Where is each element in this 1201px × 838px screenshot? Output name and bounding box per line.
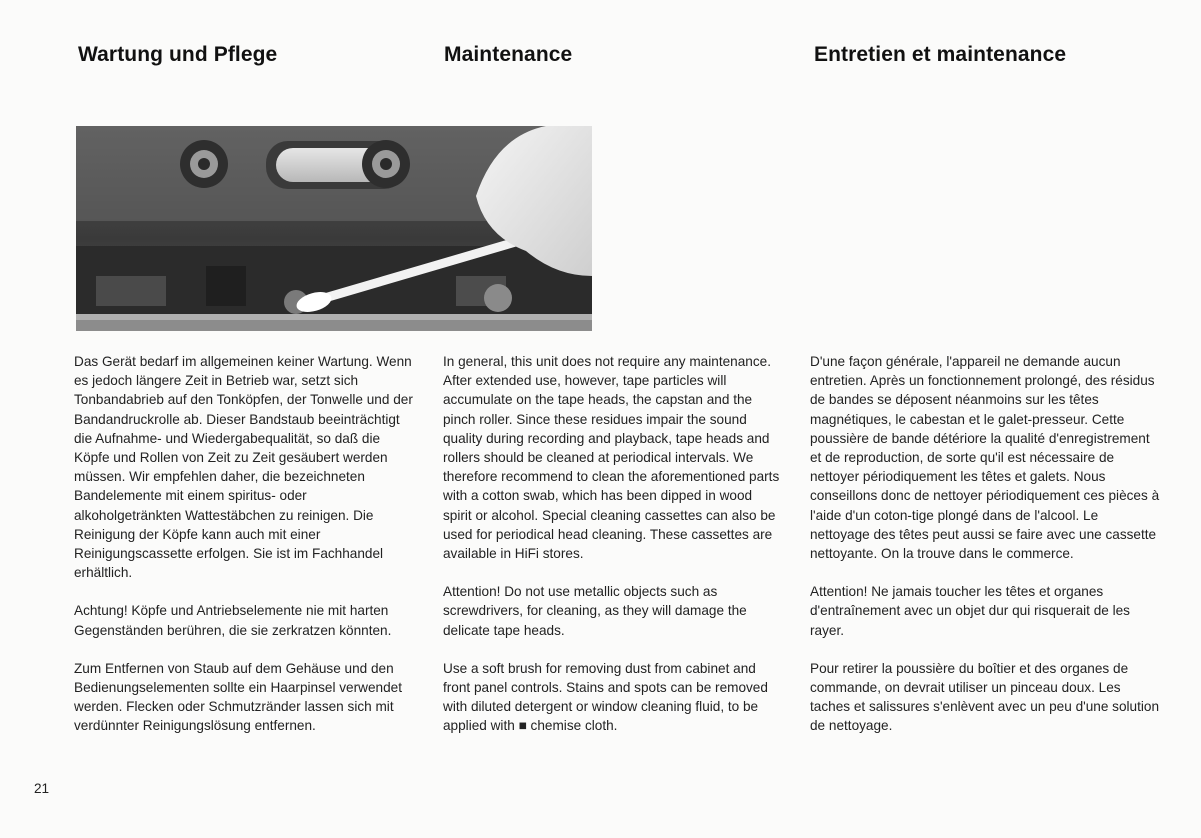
column-de bbox=[74, 352, 414, 755]
heading-fr: Entretien et maintenance bbox=[814, 43, 1067, 66]
paragraph: Achtung! Köpfe und Antriebselemente nie mit harten Gegenständen berühren, die sie zerkratzen könnten. bbox=[74, 603, 392, 638]
heading-de: Wartung und Pflege bbox=[78, 43, 278, 66]
cotton-swab-illustration bbox=[76, 126, 592, 331]
heading-en: Maintenance bbox=[444, 43, 573, 66]
column-en bbox=[443, 352, 781, 755]
page-number: 21 bbox=[34, 781, 50, 796]
paragraph: In general, this unit does not require any maintenance. After extended use, however, tape particles will accumulate on the tape heads, the capstan and the pinch roller. Since these residues impair the sound quality during recording and playback, tape heads and rollers should be cleaned at periodical intervals. We therefore recommend to clean the aforementioned parts with a cotton swab, which has been dipped in wood spirit or alcohol. Special cleaning cassettes can also be used for periodical head cleaning. These cassettes are available in HiFi stores. bbox=[443, 354, 780, 562]
paragraph: Das Gerät bedarf im allgemeinen keiner Wartung. Wenn es jedoch längere Zeit in Betrieb war, setzt sich Tonbandabrieb auf den Tonköpfen, der Tonwelle und der Bandandruckrolle ab. Dieser Bandstaub beeinträchtigt die Aufnahme- und Wiedergabequalität, so daß die Köpfe und Rollen von Zeit zu Zeit gesäubert werden müssen. Wir empfehlen daher, die bezeichneten Bandelemente mit einem spiritus- oder alkoholgetränkten Wattestäbchen zu reinigen. Die Reinigung der Köpfe kann auch mit einer Reinigungscassette erfolgen. Sie ist im Fachhandel erhältlich. bbox=[74, 354, 413, 581]
paragraph: D'une façon générale, l'appareil ne demande aucun entretien. Après un fonctionnement prolongé, des résidus de bandes se déposent néanmoins sur les têtes magnétiques, le cabestan et le galet-presseur. Cette poussière de bande détériore la qualité d'enregistrement et de reproduction, de sorte qu'il est nécessaire de nettoyer périodiquement les têtes et galets. Nous conseillons donc de nettoyer périodiquement ces pièces à l'aide d'un coton-tige plongé dans de l'alcool. Le nettoyage des têtes peut aussi se faire avec une cassette nettoyante. On la trouve dans le commerce. bbox=[810, 354, 1160, 562]
paragraph: Use a soft brush for removing dust from cabinet and front panel controls. Stains and spots can be removed with diluted detergent or window cleaning fluid, to be applied with ■ chemise cloth. bbox=[443, 660, 768, 734]
paragraph: Attention! Ne jamais toucher les têtes et organes d'entraînement avec un objet dur qui risquerait de les rayer. bbox=[810, 584, 1130, 638]
paragraph: Zum Entfernen von Staub auf dem Gehäuse und den Bedienungselementen sollte ein Haarpinsel verwendet werden. Flecken oder Schmutzränder lassen sich mit verdünnter Reinigungslösung entfernen. bbox=[74, 660, 402, 734]
paragraph: Pour retirer la poussière du boîtier et des organes de commande, on devrait utiliser un pinceau doux. Les taches et salissures s'enlèvent avec un peu d'une solution de nettoyage. bbox=[810, 660, 1160, 734]
paragraph: Attention! Do not use metallic objects such as screwdrivers, for cleaning, as they will damage the delicate tape heads. bbox=[443, 584, 747, 638]
column-fr bbox=[810, 352, 1160, 755]
tape-head-cleaning-photo bbox=[76, 126, 592, 331]
